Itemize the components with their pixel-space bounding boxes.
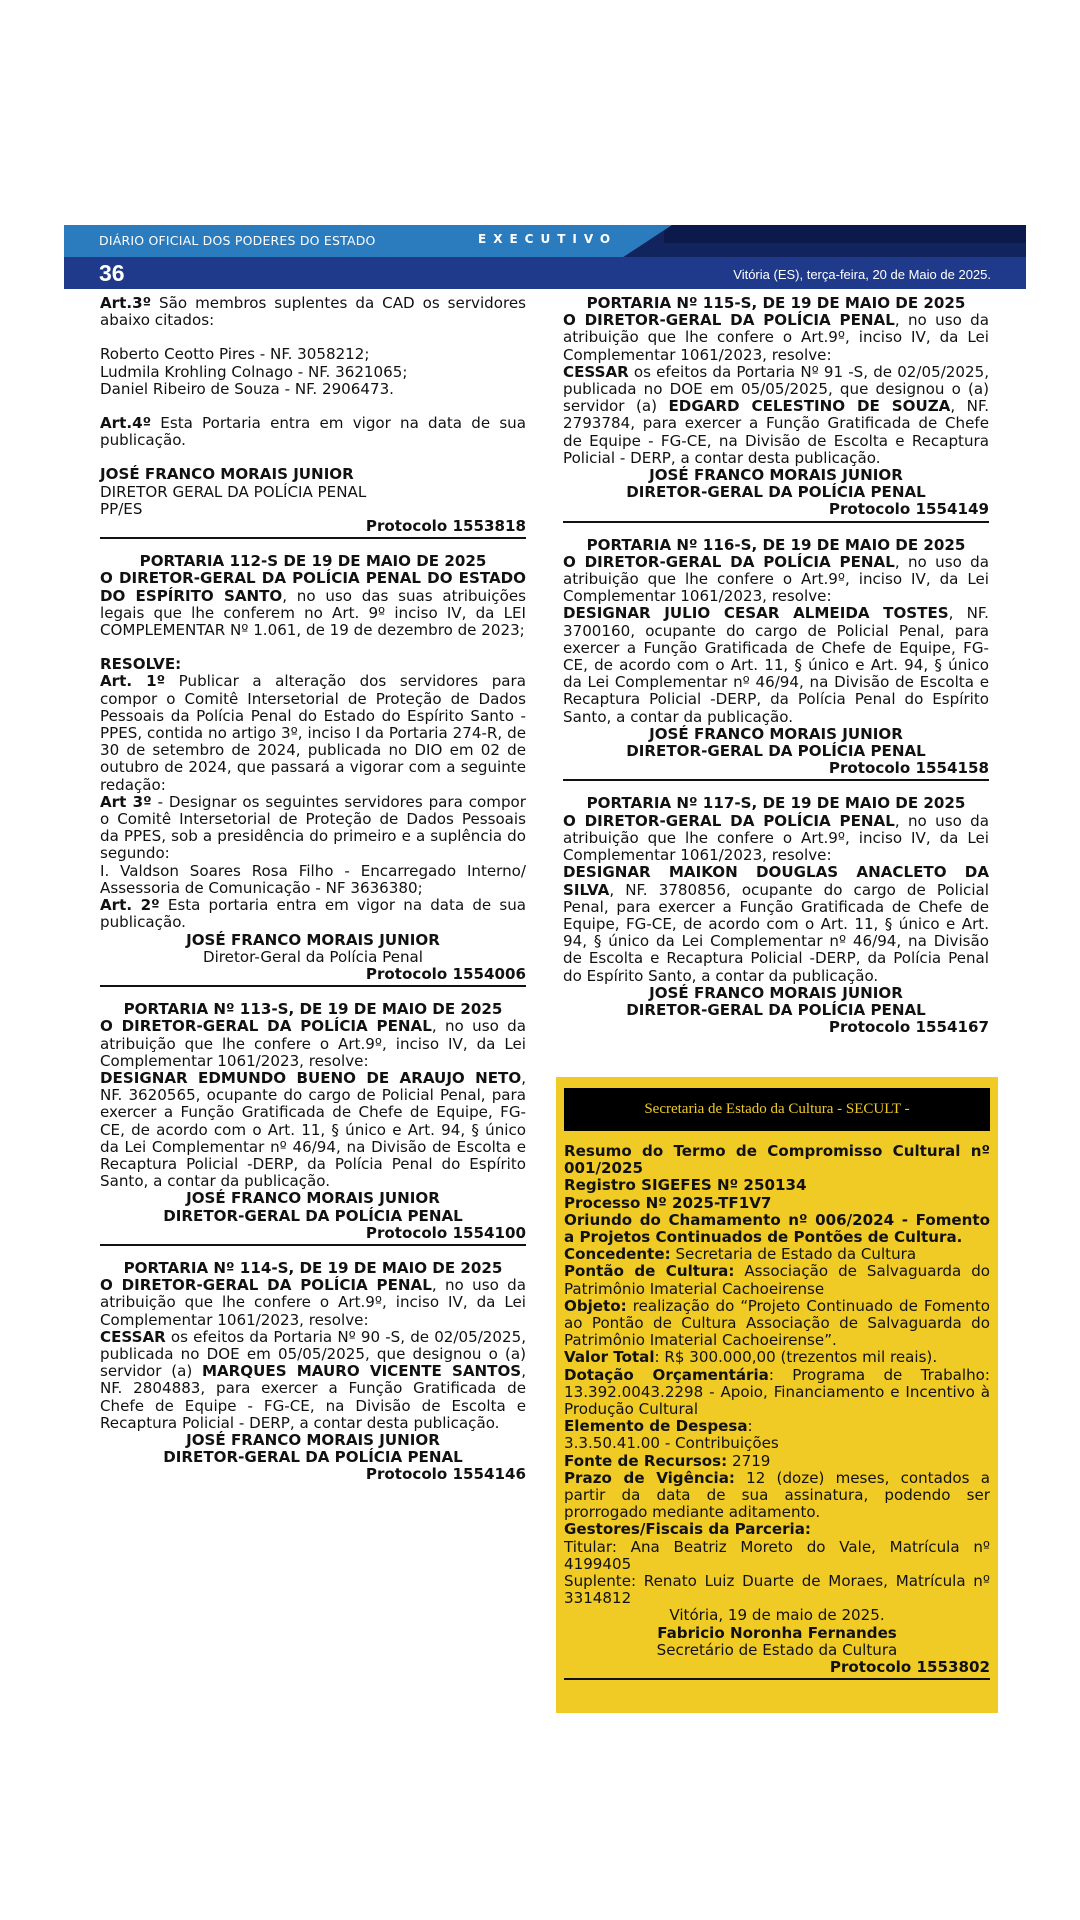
- intro-authority: O DIRETOR-GERAL DA POLÍCIA PENAL: [100, 1017, 432, 1036]
- section-divider: [100, 985, 526, 987]
- intro-text: , no uso da atribuição que lhe confere o Art.9º, inciso IV, da Lei Complementar 1061/2023, resolve:: [563, 552, 989, 606]
- signatory-name: JOSÉ FRANCO MORAIS JUNIOR: [186, 1189, 440, 1208]
- art3-label: Art 3º: [100, 792, 152, 811]
- signatory-name: JOSÉ FRANCO MORAIS JUNIOR: [649, 466, 903, 485]
- section-name: EXECUTIVO: [478, 232, 618, 246]
- signatory-name: JOSÉ FRANCO MORAIS JUNIOR: [649, 983, 903, 1002]
- field-value: Secretaria de Estado da Cultura: [670, 1245, 917, 1264]
- secult-dotacao: [564, 1367, 990, 1419]
- field-label: Concedente:: [564, 1245, 671, 1264]
- action-verb: CESSAR: [563, 362, 629, 381]
- portaria-116-title: PORTARIA Nº 116-S, DE 19 DE MAIO DE 2025: [586, 535, 966, 554]
- field-value: 2719: [727, 1451, 771, 1470]
- field-label: Prazo de Vigência:: [564, 1468, 735, 1487]
- action-verb: DESIGNAR MAIKON DOUGLAS ANACLETO DA SILVA: [563, 863, 989, 899]
- secult-elemento-value: 3.3.50.41.00 - Contribuições: [564, 1434, 779, 1453]
- protocol-number: Protocolo 1554158: [828, 759, 989, 778]
- art3-label: Art.3º: [100, 294, 152, 312]
- protocol-number: Protocolo 1554149: [828, 500, 989, 519]
- field-value: : Programa de Trabalho: 13.392.0043.2298 - Apoio, Financiamento e Incentivo à Produção Cultural: [564, 1365, 990, 1419]
- action-verb: DESIGNAR JULIO CESAR ALMEIDA TOSTES: [563, 604, 949, 623]
- action-text: os efeitos da Portaria Nº 90 -S, de 02/05/2025, publicada no DOE em 05/05/2025, que designou o (a) servidor (a): [100, 1327, 526, 1381]
- secult-processo: Processo Nº 2025-TF1V7: [564, 1193, 772, 1212]
- intro-text: , no uso das suas atribuições legais que lhe conferem no Art. 9º inciso IV, da LEI COMPLEMENTAR Nº 1.061, de 19 de dezembro de 2023;: [100, 586, 526, 640]
- art3-text: - Designar os seguintes servidores para compor o Comitê Intersetorial de Proteção de Dados Pessoais da PPES, sob a presidência do primeiro e a suplência do segundo:: [100, 792, 526, 863]
- field-value: 12 (doze) meses, contados a partir da data de sua assinatura, podendo ser prorrogado mediante aditamento.: [564, 1468, 990, 1522]
- art1-text: Publicar a alteração dos servidores para compor o Comitê Intersetorial de Proteção de Dados Pessoais da Polícia Penal do Estado do Espírito Santo - PPES, contida no artigo 3º, inciso I da Portaria 274-R, de 30 de setembro de 2024, publicada no DIO em 02 de outubro de 2024, que passará a vigorar com a seguinte redação:: [100, 672, 526, 794]
- action-text: , NF. 3700160, ocupante do cargo de Policial Penal, para exercer a Função Gratificada de Chefe de Equipe, FG-CE, de acordo com o Art. 11, § único e Art. 94, § único da Lei Complementar nº 46/94, na Divisão de Escolta e Recaptura Policial -DERP, da Polícia Penal do Espírito Santo, a contar da publicação.: [563, 604, 989, 726]
- field-label: Valor Total: [564, 1348, 655, 1367]
- art3-text: São membros suplentes da CAD os servidores abaixo citados:: [100, 294, 526, 330]
- portaria-112-intro: [100, 570, 526, 639]
- portaria-115-action: [563, 364, 989, 467]
- secult-objeto: [564, 1298, 990, 1350]
- signatory-role: DIRETOR-GERAL DA POLÍCIA PENAL: [626, 1000, 926, 1019]
- portaria-115-title: PORTARIA Nº 115-S, DE 19 DE MAIO DE 2025: [586, 294, 966, 312]
- signatory-role: Secretário de Estado da Cultura: [656, 1640, 898, 1659]
- protocol-number: Protocolo 1553818: [365, 517, 526, 536]
- portaria-116-action: [563, 605, 989, 725]
- page-number: 36: [99, 260, 125, 286]
- section-divider: [563, 521, 989, 523]
- secult-fonte: [564, 1453, 990, 1470]
- signatory-role: DIRETOR-GERAL DA POLÍCIA PENAL: [163, 1448, 463, 1467]
- art2-label: Art. 2º: [100, 896, 160, 915]
- signatory-name: JOSÉ FRANCO MORAIS JUNIOR: [186, 930, 440, 949]
- right-column: [563, 295, 989, 1036]
- portaria-114-action: [100, 1329, 526, 1432]
- intro-authority: O DIRETOR-GERAL DA POLÍCIA PENAL: [100, 1276, 432, 1295]
- secult-gestores-label: Gestores/Fiscais da Parceria:: [564, 1520, 811, 1539]
- portaria-112-member: I. Valdson Soares Rosa Filho - Encarregado Interno/ Assessoria de Comunicação - NF 3636380;: [100, 861, 526, 897]
- signatory-role: DIRETOR-GERAL DA POLÍCIA PENAL: [163, 1206, 463, 1225]
- secult-notice-box: [556, 1077, 998, 1713]
- field-colon: :: [747, 1417, 753, 1436]
- portaria-113-action: [100, 1070, 526, 1190]
- signatory-role: Diretor-Geral da Polícia Penal: [202, 947, 423, 966]
- section-divider: [100, 1244, 526, 1246]
- date-line: Vitória (ES), terça-feira, 20 de Maio de 2025.: [733, 267, 991, 282]
- secult-prazo: [564, 1470, 990, 1522]
- art4-text: Esta Portaria entra em vigor na data de sua publicação.: [100, 414, 526, 450]
- resolve-heading: RESOLVE:: [100, 655, 182, 674]
- portaria-117-intro: [563, 813, 989, 865]
- art4-paragraph: [100, 415, 526, 449]
- secult-valor: [564, 1349, 990, 1366]
- intro-text: , no uso da atribuição que lhe confere o Art.9º, inciso IV, da Lei Complementar 1061/2023, resolve:: [563, 311, 989, 364]
- action-verb: CESSAR: [100, 1327, 166, 1346]
- action-text: , NF. 3620565, ocupante do cargo de Policial Penal, para exercer a Função Gratificada de Chefe de Equipe, FG-CE, de acordo com o Art. 11, § único e Art. 94, § único da Lei Complementar nº 46/94, na Divisão de Escolta e Recaptura Policial -DERP, da Polícia Penal do Espírito Santo, a contar da publicação.: [100, 1068, 526, 1191]
- intro-authority: O DIRETOR-GERAL DA POLÍCIA PENAL: [563, 311, 895, 330]
- person-name: EDGARD CELESTINO DE SOUZA: [668, 397, 951, 416]
- action-text: , NF. 2793784, para exercer a Função Gratificada de Chefe de Equipe - FG-CE, na Divisão de Escolta e Recaptura Policial - DERP, a contar desta publicação.: [563, 397, 990, 467]
- signatory-name: JOSÉ FRANCO MORAIS JUNIOR: [100, 465, 354, 484]
- section-divider: [564, 1678, 990, 1680]
- art3-paragraph: [100, 295, 526, 329]
- field-value: realização do “Projeto Continuado de Fomento ao Pontão de Cultura Associação de Salvaguarda do Patrimônio Imaterial Cachoeirense”.: [564, 1296, 990, 1350]
- secult-suplente: Suplente: Renato Luiz Duarte de Moraes, Matrícula nº 3314812: [564, 1572, 990, 1608]
- intro-authority: O DIRETOR-GERAL DA POLÍCIA PENAL: [563, 552, 895, 571]
- field-value: Associação de Salvaguarda do Patrimônio Imaterial Cachoeirense: [564, 1262, 991, 1298]
- intro-authority: O DIRETOR-GERAL DA POLÍCIA PENAL: [563, 811, 895, 830]
- portaria-112-art1: [100, 673, 526, 793]
- signatory-role: DIRETOR-GERAL DA POLÍCIA PENAL: [626, 742, 926, 761]
- portaria-114-title: PORTARIA Nº 114-S, DE 19 DE MAIO DE 2025: [123, 1258, 503, 1277]
- secult-body: [564, 1143, 990, 1684]
- intro-authority: O DIRETOR-GERAL DA POLÍCIA PENAL DO ESTADO DO ESPÍRITO SANTO: [100, 569, 526, 605]
- protocol-number: Protocolo 1554167: [828, 1018, 989, 1037]
- member-item: Roberto Ceotto Pires - NF. 3058212;: [100, 345, 370, 364]
- field-label: Objeto:: [564, 1296, 627, 1315]
- member-item: Ludmila Krohling Colnago - NF. 3621065;: [100, 362, 408, 381]
- portaria-112-art3: [100, 794, 526, 863]
- field-value: : R$ 300.000,00 (trezentos mil reais).: [654, 1348, 938, 1367]
- member-item: Daniel Ribeiro de Souza - NF. 2906473.: [100, 379, 394, 398]
- portaria-114-intro: [100, 1277, 526, 1329]
- intro-text: , no uso da atribuição que lhe confere o Art.9º, inciso IV, da Lei Complementar 1061/2023, resolve:: [563, 811, 989, 865]
- portaria-112-title: PORTARIA 112-S DE 19 DE MAIO DE 2025: [139, 552, 487, 571]
- portaria-116-intro: [563, 554, 989, 606]
- portaria-112-art2: [100, 897, 526, 931]
- secult-oriundo: Oriundo do Chamamento nº 006/2024 - Fomento a Projetos Continuados de Pontões de Cultura.: [564, 1210, 990, 1247]
- protocol-number: Protocolo 1554006: [365, 964, 526, 983]
- action-verb: DESIGNAR EDMUNDO BUENO DE ARAUJO NETO: [100, 1068, 522, 1087]
- secult-titular: Titular: Ana Beatriz Moreto do Vale, Matrícula nº 4199405: [564, 1537, 990, 1573]
- paper-title: DIÁRIO OFICIAL DOS PODERES DO ESTADO: [99, 233, 376, 248]
- secult-concedente: [564, 1246, 990, 1263]
- intro-text: , no uso da atribuição que lhe confere o Art.9º, inciso IV, da Lei Complementar 1061/2023, resolve:: [100, 1017, 526, 1070]
- portaria-115-intro: [563, 312, 989, 364]
- field-label: Elemento de Despesa: [564, 1417, 748, 1436]
- field-label: Fonte de Recursos:: [564, 1451, 728, 1470]
- art1-label: Art. 1º: [100, 672, 166, 691]
- section-divider: [100, 537, 526, 539]
- secult-title: Resumo do Termo de Compromisso Cultural nº 001/2025: [564, 1142, 990, 1178]
- signatory-name: Fabricio Noronha Fernandes: [657, 1623, 897, 1642]
- signatory-org: PP/ES: [100, 499, 143, 518]
- secult-elemento: [564, 1418, 990, 1435]
- action-text: os efeitos da Portaria Nº 91 -S, de 02/05/2025, publicada no DOE em 05/05/2025, que designou o (a) servidor (a): [563, 362, 989, 416]
- protocol-number: Protocolo 1554146: [365, 1465, 526, 1484]
- portaria-113-title: PORTARIA Nº 113-S, DE 19 DE MAIO DE 2025: [123, 1000, 503, 1019]
- portaria-113-intro: [100, 1018, 526, 1070]
- signatory-name: JOSÉ FRANCO MORAIS JUNIOR: [649, 724, 903, 743]
- art4-label: Art.4º: [100, 414, 152, 433]
- field-label: Dotação Orçamentária: [564, 1365, 769, 1384]
- action-text: , NF. 3780856, ocupante do cargo de Policial Penal, para exercer a Função Gratificada de Chefe de Equipe, FG-CE, de acordo com o Art. 11, § único e Art. 94, § único da Lei Complementar nº 46/94, na Divisão de Escolta e Recaptura Policial -DERP, da Polícia Penal do Espírito Santo, a contar da publicação.: [563, 880, 989, 985]
- signatory-role: DIRETOR GERAL DA POLÍCIA PENAL: [100, 482, 367, 501]
- signatory-role: DIRETOR-GERAL DA POLÍCIA PENAL: [626, 483, 926, 502]
- person-name: MARQUES MAURO VICENTE SANTOS: [201, 1362, 522, 1381]
- intro-text: , no uso da atribuição que lhe confere o Art.9º, inciso IV, da Lei Complementar 1061/2023, resolve:: [100, 1276, 526, 1329]
- left-column: [100, 295, 526, 1484]
- portaria-117-action: [563, 864, 989, 984]
- page-header: [64, 225, 1026, 289]
- secult-place-date: Vitória, 19 de maio de 2025.: [669, 1606, 885, 1625]
- field-label: Pontão de Cultura:: [564, 1262, 735, 1281]
- signatory-name: JOSÉ FRANCO MORAIS JUNIOR: [186, 1430, 440, 1449]
- art2-text: Esta portaria entra em vigor na data de sua publicação.: [100, 896, 527, 932]
- section-divider: [563, 779, 989, 781]
- secult-registro: Registro SIGEFES Nº 250134: [564, 1176, 807, 1195]
- secult-banner: Secretaria de Estado da Cultura - SECULT -: [564, 1088, 990, 1131]
- protocol-number: Protocolo 1553802: [829, 1658, 990, 1677]
- portaria-117-title: PORTARIA Nº 117-S, DE 19 DE MAIO DE 2025: [586, 794, 966, 813]
- action-text: , NF. 2804883, para exercer a Função Gratificada de Chefe de Equipe - FG-CE, na Divisão de Escolta e Recaptura Policial - DERP, a contar desta publicação.: [100, 1362, 526, 1432]
- secult-pontao: [564, 1263, 990, 1297]
- protocol-number: Protocolo 1554100: [365, 1223, 526, 1242]
- header-dark-stripe: [664, 225, 1026, 243]
